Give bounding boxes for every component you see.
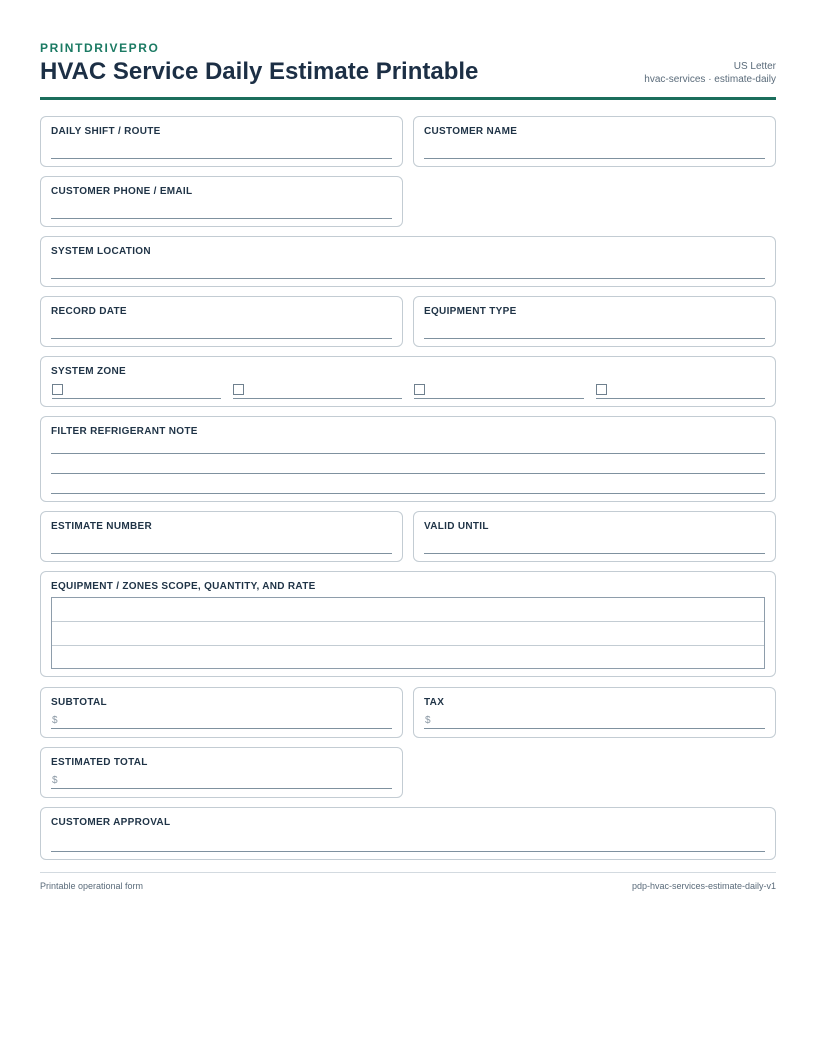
estimate-number-input-line[interactable]	[51, 553, 392, 554]
estimated-total-input-line[interactable]	[51, 788, 392, 789]
field-label: DAILY SHIFT / ROUTE	[51, 126, 161, 137]
daily-shift-route-field	[40, 116, 403, 167]
header-divider	[40, 97, 776, 100]
customer-phone-email-input-line[interactable]	[51, 218, 392, 219]
system-location-field	[40, 236, 776, 287]
form-meta	[644, 60, 776, 86]
customer-approval-signature-line[interactable]	[51, 851, 765, 852]
field-label: SYSTEM LOCATION	[51, 246, 151, 257]
zone-checkbox-3[interactable]	[414, 384, 425, 395]
form-tags: hvac-services · estimate-daily	[644, 74, 776, 85]
field-label: EQUIPMENT TYPE	[424, 306, 517, 317]
currency-prefix: $	[52, 775, 58, 786]
field-label: ESTIMATE NUMBER	[51, 521, 152, 532]
record-date-field	[40, 296, 403, 347]
table-row-divider	[52, 621, 764, 622]
scope-quantity-rate-section	[40, 571, 776, 677]
field-label: TAX	[424, 697, 445, 708]
zone-option-line-4[interactable]	[596, 398, 765, 399]
equipment-type-field	[413, 296, 776, 347]
system-zone-field	[40, 356, 776, 407]
note-line-2[interactable]	[51, 473, 765, 474]
estimated-total-field	[40, 747, 403, 798]
footer-divider	[40, 872, 776, 873]
system-location-input-line[interactable]	[51, 278, 765, 279]
paper-size: US Letter	[733, 61, 776, 72]
estimate-number-field	[40, 511, 403, 562]
field-label: EQUIPMENT / ZONES SCOPE, QUANTITY, AND RATE	[51, 581, 316, 592]
filter-refrigerant-note-field	[40, 416, 776, 502]
tax-input-line[interactable]	[424, 728, 765, 729]
footer-left: Printable operational form	[40, 881, 144, 891]
table-row-divider	[52, 645, 764, 646]
field-label: FILTER REFRIGERANT NOTE	[51, 426, 198, 437]
zone-option-line-3[interactable]	[414, 398, 584, 399]
subtotal-field	[40, 687, 403, 738]
page-title: HVAC Service Daily Estimate Printable	[40, 58, 479, 85]
customer-name-field	[413, 116, 776, 167]
zone-checkbox-1[interactable]	[52, 384, 63, 395]
scope-table	[51, 597, 765, 669]
zone-checkbox-2[interactable]	[233, 384, 244, 395]
valid-until-field	[413, 511, 776, 562]
tax-field	[413, 687, 776, 738]
record-date-input-line[interactable]	[51, 338, 392, 339]
currency-prefix: $	[425, 715, 431, 726]
customer-phone-email-field	[40, 176, 403, 227]
equipment-type-input-line[interactable]	[424, 338, 765, 339]
field-label: RECORD DATE	[51, 306, 127, 317]
subtotal-input-line[interactable]	[51, 728, 392, 729]
field-label: ESTIMATED TOTAL	[51, 757, 148, 768]
note-line-1[interactable]	[51, 453, 765, 454]
field-label: CUSTOMER PHONE / EMAIL	[51, 186, 193, 197]
currency-prefix: $	[52, 715, 58, 726]
brand-name: PRINTDRIVEPRO	[40, 41, 160, 55]
note-line-3[interactable]	[51, 493, 765, 494]
field-label: SYSTEM ZONE	[51, 366, 126, 377]
field-label: CUSTOMER APPROVAL	[51, 817, 171, 828]
zone-option-line-2[interactable]	[233, 398, 402, 399]
footer-form-id: pdp-hvac-services-estimate-daily-v1	[631, 881, 776, 891]
field-label: CUSTOMER NAME	[424, 126, 518, 137]
field-label: SUBTOTAL	[51, 697, 107, 708]
customer-name-input-line[interactable]	[424, 158, 765, 159]
field-label: VALID UNTIL	[424, 521, 489, 532]
zone-option-line-1[interactable]	[52, 398, 221, 399]
daily-shift-route-input-line[interactable]	[51, 158, 392, 159]
zone-checkbox-4[interactable]	[596, 384, 607, 395]
valid-until-input-line[interactable]	[424, 553, 765, 554]
customer-approval-field	[40, 807, 776, 860]
